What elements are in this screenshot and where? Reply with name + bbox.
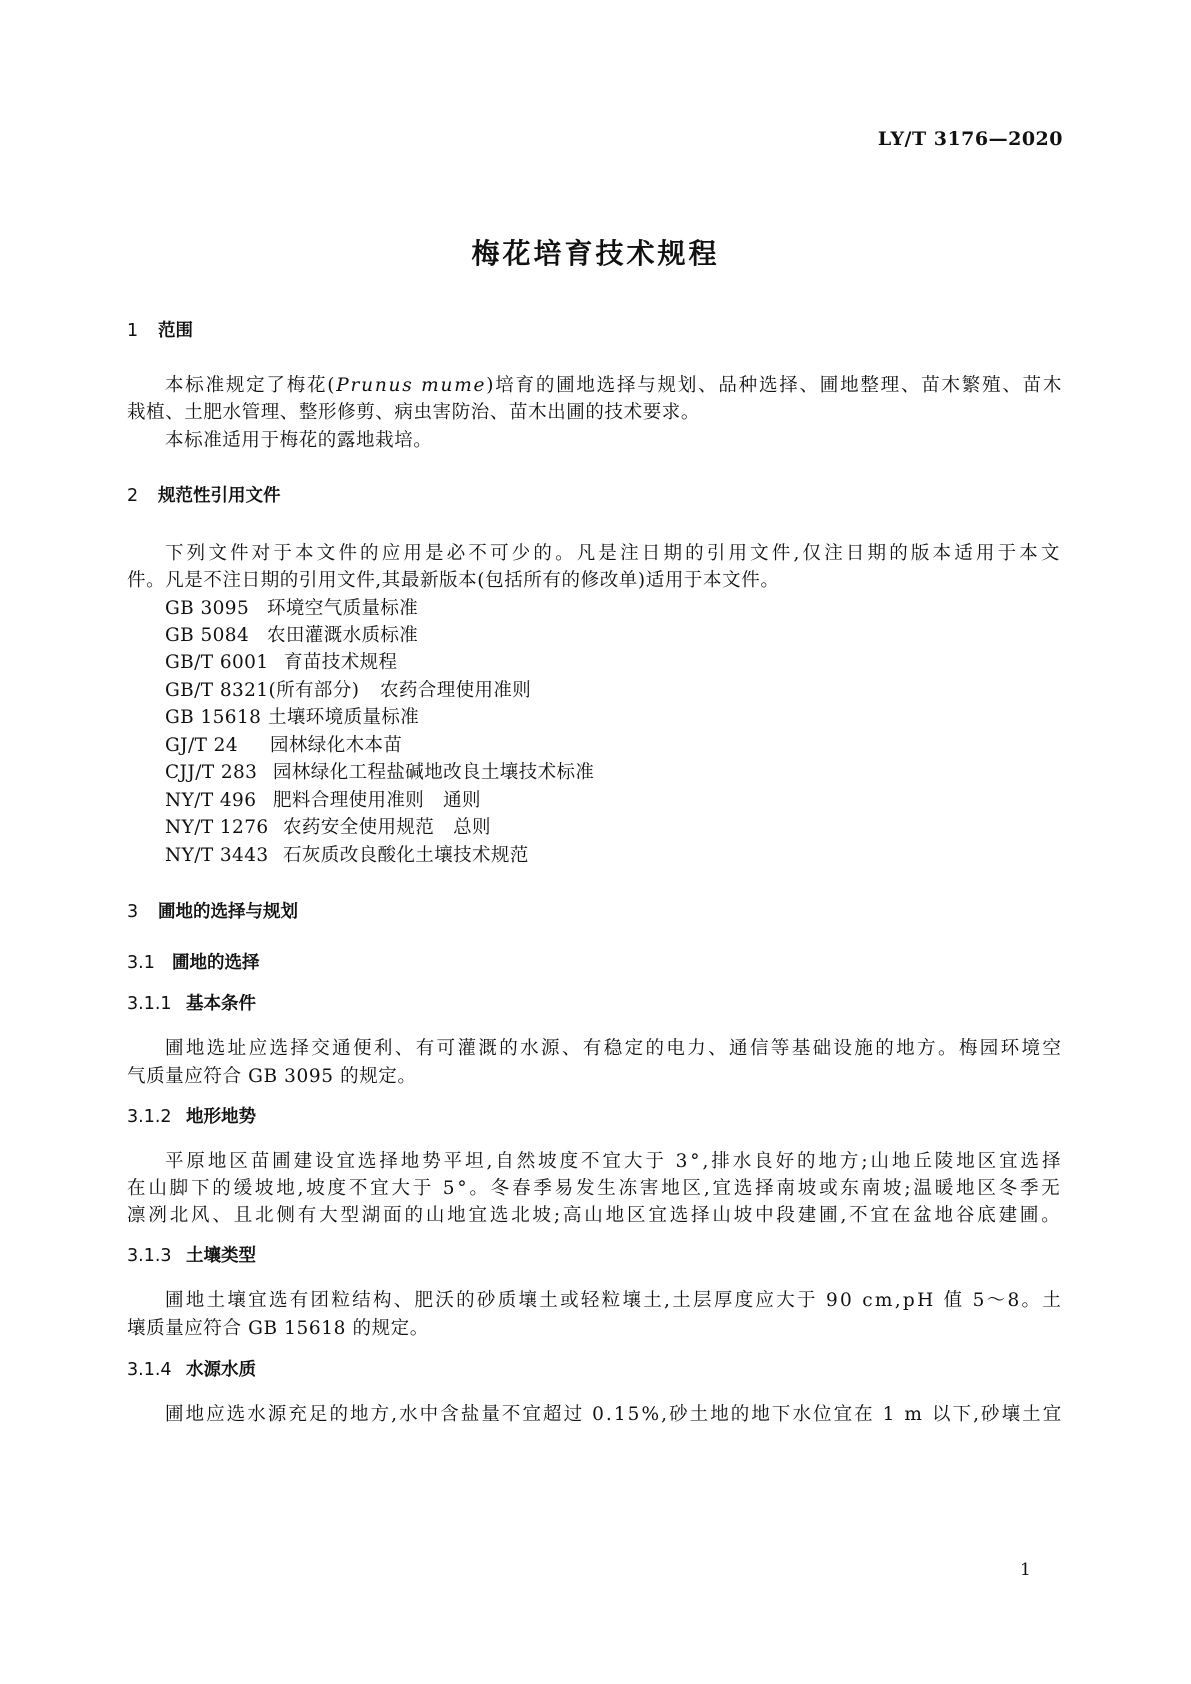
section-number: 3.1.1 [127, 994, 172, 1014]
reference-name: 环境空气质量标准 [267, 598, 419, 619]
section-1-heading [127, 317, 193, 342]
reference-code: GB/T 8321(所有部分) [165, 680, 360, 701]
section-3-heading [127, 898, 298, 923]
section-number: 2 [127, 486, 139, 506]
paragraph-line: 本标准适用于梅花的露地栽培。 [165, 430, 433, 451]
paragraph-line: 圃地土壤宜选有团粒结构、肥沃的砂质壤土或轻粒壤土,土层厚度应大于 90 cm,pH 值 5～8。土 [165, 1290, 1064, 1311]
section-number: 3.1.3 [127, 1246, 172, 1266]
reference-item [165, 648, 397, 674]
page-number: 1 [1020, 1560, 1031, 1580]
reference-code: GB/T 6001 [165, 652, 269, 673]
section-2-heading [127, 482, 281, 507]
section-title: 基本条件 [186, 994, 256, 1014]
reference-code: NY/T 1276 [165, 817, 269, 838]
section-number: 3.1 [127, 953, 155, 973]
latin-name: Prunus mume [336, 375, 487, 396]
reference-name: 石灰质改良酸化土壤技术规范 [283, 845, 529, 866]
reference-name: 农田灌溉水质标准 [267, 625, 419, 646]
reference-name: 育苗技术规程 [284, 652, 398, 673]
reference-item [165, 813, 491, 839]
reference-code: NY/T 3443 [165, 845, 269, 866]
section-title: 范围 [158, 321, 193, 341]
reference-item [165, 594, 418, 620]
reference-code: GJ/T 24 [165, 735, 238, 756]
section-number: 1 [127, 321, 139, 341]
reference-item [165, 703, 419, 729]
subsection-3-1-1-heading [127, 990, 256, 1015]
section-title: 水源水质 [186, 1360, 256, 1380]
reference-code: CJJ/T 283 [165, 762, 258, 783]
paragraph-line: 圃地选址应选择交通便利、有可灌溉的水源、有稳定的电力、通信等基础设施的地方。梅园环境空 [165, 1038, 1064, 1059]
reference-item [165, 841, 529, 867]
section-title: 圃地的选择 [172, 953, 260, 973]
section-number: 3.1.2 [127, 1107, 172, 1127]
subsection-3-1-heading [127, 949, 260, 974]
reference-item [165, 731, 402, 757]
reference-item [165, 786, 481, 812]
reference-name: 土壤环境质量标准 [268, 707, 420, 728]
subsection-3-1-4-heading [127, 1356, 256, 1381]
paragraph-line: 件。凡是不注日期的引用文件,其最新版本(包括所有的修改单)适用于本文件。 [127, 570, 780, 591]
paragraph-line: 在山脚下的缓坡地,坡度不宜大于 5°。冬春季易发生冻害地区,宜选择南坡或东南坡;温暖地区冬季无 [127, 1178, 1063, 1199]
reference-code: NY/T 496 [165, 790, 257, 811]
reference-name: 农药安全使用规范 总则 [283, 817, 491, 838]
paragraph-line: 圃地应选水源充足的地方,水中含盐量不宜超过 0.15%,砂土地的地下水位宜在 1 m 以下,砂壤土宜 [165, 1404, 1064, 1425]
subsection-3-1-2-heading [127, 1103, 256, 1128]
text-span: )培育的圃地选择与规划、品种选择、圃地整理、苗木繁殖、苗木 [486, 375, 1064, 396]
paragraph-line: 气质量应符合 GB 3095 的规定。 [127, 1066, 417, 1087]
reference-code: GB 3095 [165, 598, 250, 619]
paragraph-line [165, 371, 1063, 397]
reference-name: 园林绿化木本苗 [270, 735, 403, 756]
section-title: 土壤类型 [186, 1246, 256, 1266]
reference-name: 农药合理使用准则 [380, 680, 532, 701]
reference-item [165, 676, 531, 702]
document-title: 梅花培育技术规程 [471, 237, 720, 270]
section-number: 3 [127, 902, 139, 922]
paragraph-line: 平原地区苗圃建设宜选择地势平坦,自然坡度不宜大于 3°,排水良好的地方;山地丘陵地区宜选择 [165, 1151, 1064, 1172]
section-title: 规范性引用文件 [158, 486, 281, 506]
section-title: 地形地势 [186, 1107, 256, 1127]
text-span: 本标准规定了梅花( [165, 375, 337, 396]
section-number: 3.1.4 [127, 1360, 172, 1380]
paragraph-line: 栽植、土肥水管理、整形修剪、病虫害防治、苗木出圃的技术要求。 [127, 402, 701, 423]
section-title: 圃地的选择与规划 [158, 902, 298, 922]
reference-code: GB 5084 [165, 625, 250, 646]
reference-item [165, 758, 594, 784]
paragraph-line: 下列文件对于本文件的应用是必不可少的。凡是注日期的引用文件,仅注日期的版本适用于本文 [165, 543, 1063, 564]
subsection-3-1-3-heading [127, 1242, 256, 1267]
paragraph-line: 壤质量应符合 GB 15618 的规定。 [127, 1318, 429, 1339]
reference-name: 肥料合理使用准则 通则 [273, 790, 481, 811]
reference-code: GB 15618 [165, 707, 262, 728]
paragraph-line: 凛冽北风、且北侧有大型湖面的山地宜选北坡;高山地区宜选择山坡中段建圃,不宜在盆地谷底建圃。 [127, 1205, 1063, 1226]
reference-item [165, 621, 418, 647]
standard-number: LY/T 3176—2020 [877, 128, 1063, 150]
reference-name: 园林绿化工程盐碱地改良土壤技术标准 [273, 762, 595, 783]
